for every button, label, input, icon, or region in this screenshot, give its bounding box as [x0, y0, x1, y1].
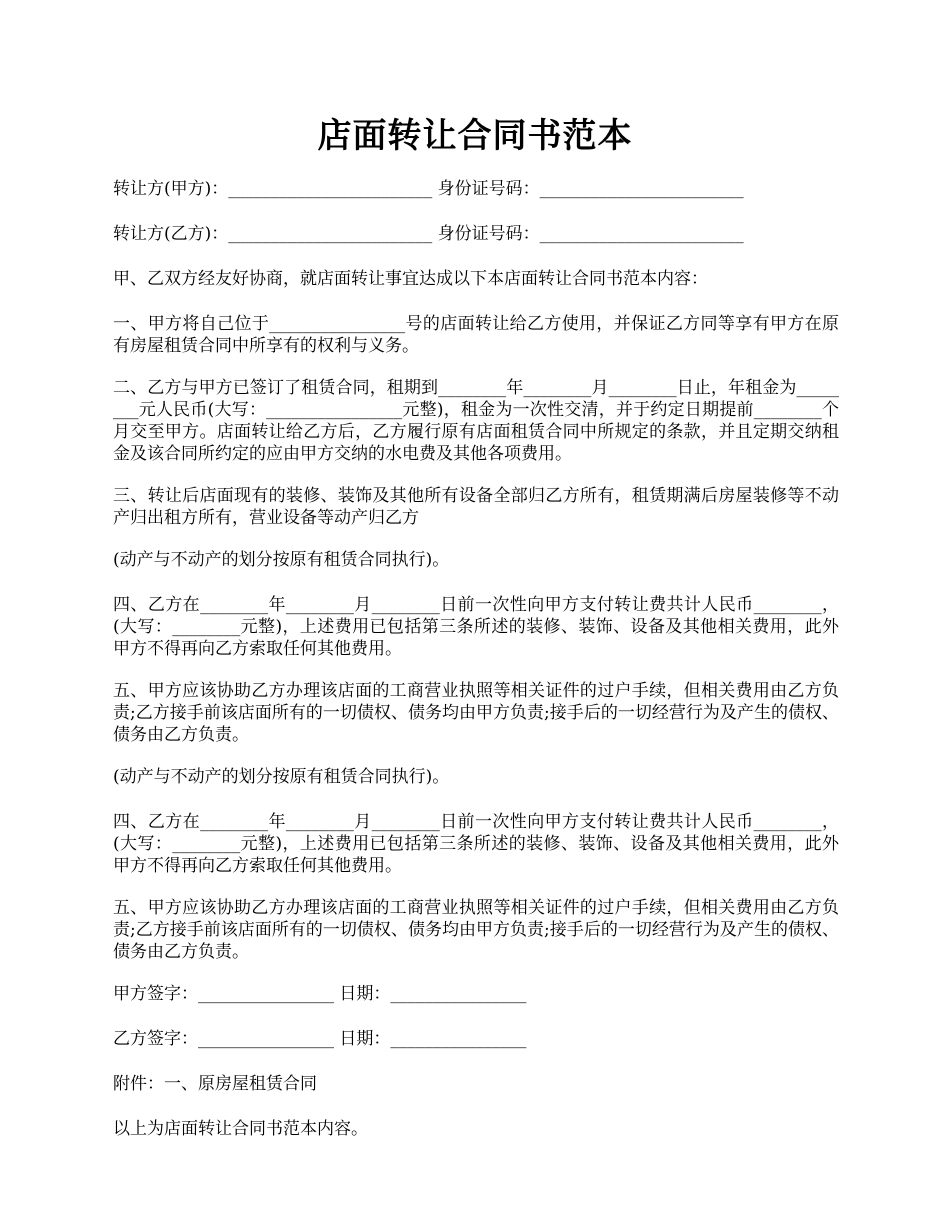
- clause-4: 四、乙方在________年________月________日前一次性向甲方支付转让费共计人民币________，(大写：________元整)，上述费用已包括第三条所述的装修、装饰、设备及其他相关费用，此外甲方不得再向乙方索取任何其他费用。: [113, 595, 839, 659]
- clause-3-note: (动产与不动产的划分按原有租赁合同执行)。: [113, 550, 450, 570]
- document-title: 店面转让合同书范本: [317, 116, 633, 156]
- clause-3: 三、转让后店面现有的装修、装饰及其他所有设备全部归乙方所有，租赁期满后房屋装修等不动产归出租方所有，营业设备等动产归乙方: [113, 486, 839, 528]
- document-body: [113, 178, 839, 1163]
- attachment-line: 附件：一、原房屋租赁合同: [113, 1074, 317, 1094]
- party-b-signature-line: 乙方签字：________________ 日期：________________: [113, 1029, 527, 1049]
- intro-paragraph: 甲、乙双方经友好协商，就店面转让事宜达成以下本店面转让合同书范本内容：: [113, 269, 708, 289]
- party-b-line: 转让方(乙方)：________________________ 身份证号码：________________________: [113, 224, 744, 244]
- clause-4-repeat: 四、乙方在________年________月________日前一次性向甲方支付转让费共计人民币________，(大写：________元整)，上述费用已包括第三条所述的装修、装饰、设备及其他相关费用，此外甲方不得再向乙方索取任何其他费用。: [113, 812, 839, 876]
- clause-2: 二、乙方与甲方已签订了租赁合同，租期到________年________月________日止，年租金为________元人民币(大写：________________元整)，租金为一次性交清，并于约定日期提前________个月交至甲方。店面转让给乙方后，乙方履行原有店面租赁合同中所规定的条款，并且定期交纳租金及该合同所约定的应由甲方交纳的水电费及其他各项费用。: [113, 378, 839, 464]
- party-a-signature-line: 甲方签字：________________ 日期：________________: [113, 984, 527, 1004]
- closing-line: 以上为店面转让合同书范本内容。: [113, 1119, 368, 1139]
- party-a-line: 转让方(甲方)：________________________ 身份证号码：________________________: [113, 179, 744, 199]
- clause-1: 一、甲方将自己位于________________号的店面转让给乙方使用，并保证乙方同等享有甲方在原有房屋租赁合同中所享有的权利与义务。: [113, 314, 839, 356]
- clause-5: 五、甲方应该协助乙方办理该店面的工商营业执照等相关证件的过户手续，但相关费用由乙方负责;乙方接手前该店面所有的一切债权、债务均由甲方负责;接手后的一切经营行为及产生的债权、债务由乙方负责。: [113, 681, 839, 745]
- clause-5-repeat: 五、甲方应该协助乙方办理该店面的工商营业执照等相关证件的过户手续，但相关费用由乙方负责;乙方接手前该店面所有的一切债权、债务均由甲方负责;接手后的一切经营行为及产生的债权、债务由乙方负责。: [113, 898, 839, 962]
- clause-note-repeat: (动产与不动产的划分按原有租赁合同执行)。: [113, 767, 450, 787]
